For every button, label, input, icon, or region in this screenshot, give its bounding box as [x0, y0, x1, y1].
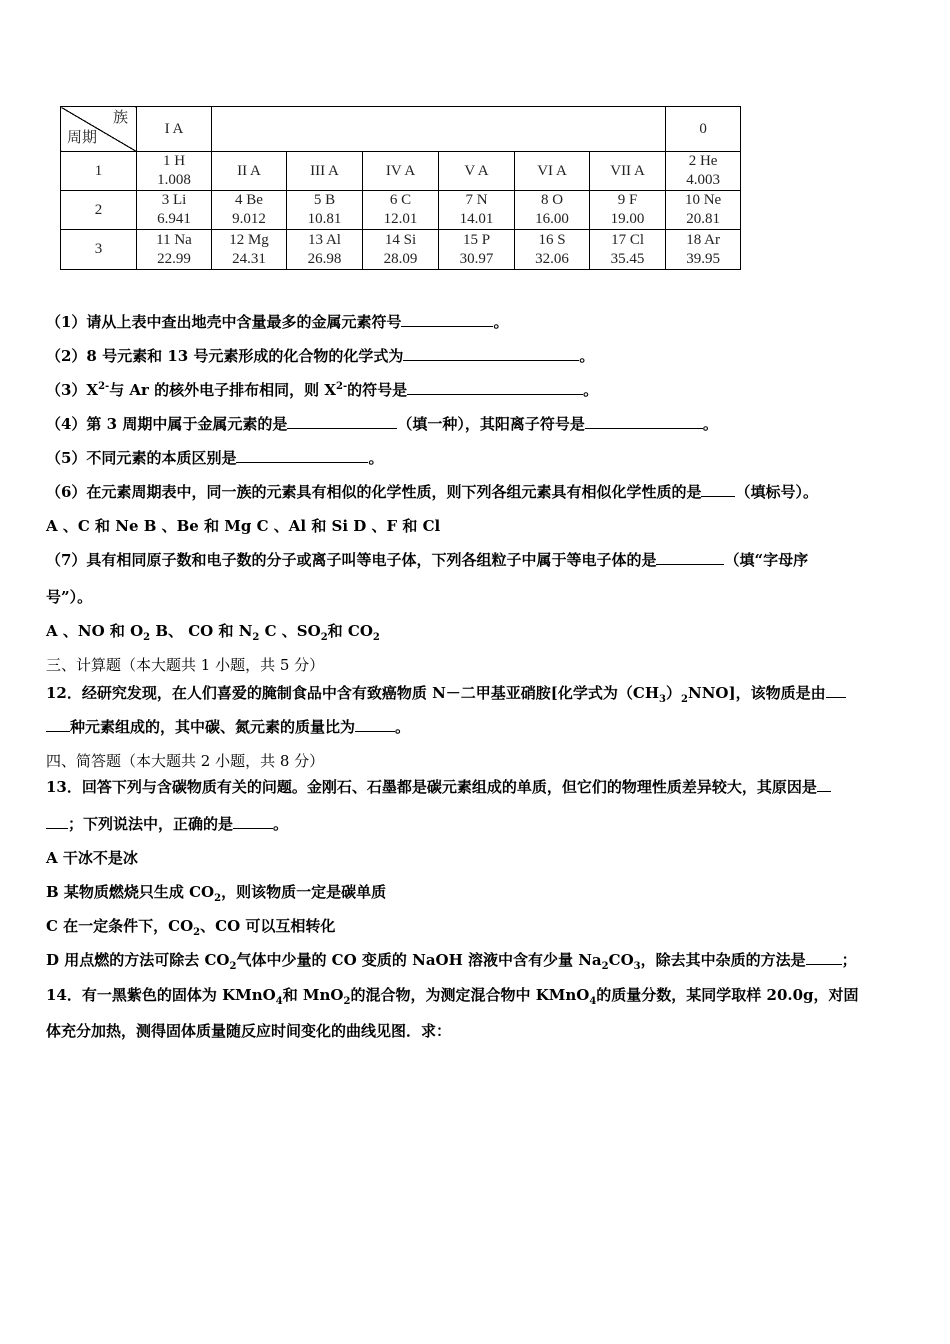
table-row	[61, 152, 741, 191]
element-cell: 11 Na 22.99	[137, 230, 212, 270]
header-1a: I A	[137, 107, 212, 152]
element-cell: 3 Li 6.941	[137, 191, 212, 230]
section-4-heading: 四、简答题（本大题共 2 小题，共 8 分）	[46, 752, 325, 770]
element-cell: 15 P 30.97	[439, 230, 515, 270]
element-cell: 5 B 10.81	[287, 191, 363, 230]
answer-blank[interactable]	[46, 814, 68, 829]
question-1: （1）请从上表中查出地壳中含量最多的金属元素符号 。	[46, 313, 509, 331]
period-label: 周期	[67, 130, 98, 146]
element-cell: 7 N 14.01	[439, 191, 515, 230]
question-2: （2）8 号元素和 13 号元素形成的化合物的化学式为 。	[46, 347, 595, 365]
question-6-options: A 、C 和 Ne B 、Be 和 Mg C 、Al 和 Si D 、F 和 Cl	[46, 517, 441, 535]
table-row	[61, 230, 741, 270]
element-cell: 9 F 19.00	[590, 191, 666, 230]
group-header: II A	[212, 152, 287, 191]
element-cell: 8 O 16.00	[515, 191, 590, 230]
question-7: （7）具有相同原子数和电子数的分子或离子叫等电子体，下列各组粒子中属于等电子体的是 （填“字母序	[46, 551, 809, 569]
answer-blank[interactable]	[355, 717, 395, 732]
answer-blank[interactable]	[407, 380, 583, 395]
question-12: 12．经研究发现，在人们喜爱的腌制食品中含有致癌物质 N－二甲基亚硝胺[化学式为$(CH_3)_2NNO$]，该物质是由	[46, 683, 846, 703]
group-header: VI A	[515, 152, 590, 191]
answer-blank[interactable]	[403, 346, 579, 361]
element-cell: 1 H 1.008	[137, 152, 212, 191]
answer-blank[interactable]	[656, 550, 724, 565]
group-label: 族	[112, 110, 128, 126]
element-cell: 16 S 32.06	[515, 230, 590, 270]
question-14: 14．有一黑紫色的固体为 KMnO$_4$和 MnO$_2$的混合物，为测定混合物中 KMnO$_4$的质量分数，某同学取样 20.0g，对固	[46, 986, 859, 1007]
group-header: VII A	[590, 152, 666, 191]
question-13-option-c: C 在一定条件下，$CO_2$、CO 可以互相转化	[46, 917, 336, 938]
table-row	[61, 191, 741, 230]
answer-blank[interactable]	[233, 814, 273, 829]
header-0: 0	[666, 107, 741, 152]
element-cell: 17 Cl 35.45	[590, 230, 666, 270]
group-header: IV A	[363, 152, 439, 191]
answer-blank[interactable]	[817, 777, 831, 792]
section-3-heading: 三、计算题（本大题共 1 小题，共 5 分）	[46, 656, 325, 674]
question-13-cont: ；下列说法中，正确的是 。	[46, 814, 288, 834]
answer-blank[interactable]	[287, 414, 397, 429]
question-7-options: A 、NO 和 $O_2$ B、 CO 和 $N_2$ C 、$SO_2$和 $CO_2$	[46, 622, 380, 643]
group-header: V A	[439, 152, 515, 191]
question-4: （4）第 3 周期中属于金属元素的是 （填一种），其阳离子符号是 。	[46, 415, 718, 433]
table-corner	[61, 107, 137, 152]
group-header: III A	[287, 152, 363, 191]
answer-blank[interactable]	[806, 950, 842, 965]
question-13-option-a: A 干冰不是冰	[46, 849, 138, 867]
question-13: 13．回答下列与含碳物质有关的问题。金刚石、石墨都是碳元素组成的单质，但它们的物理性质差异较大，其原因是	[46, 777, 831, 797]
answer-blank[interactable]	[701, 482, 735, 497]
element-cell: 12 Mg 24.31	[212, 230, 287, 270]
question-13-option-b: B 某物质燃烧只生成 $CO_2$，则该物质一定是碳单质	[46, 883, 387, 904]
answer-blank[interactable]	[585, 414, 703, 429]
answer-blank[interactable]	[401, 312, 493, 327]
question-3: $(3)X^{2-}$与 Ar 的核外电子排布相同，则 $X^{2-}$的符号是 。	[46, 381, 599, 399]
element-cell: 2 He 4.003	[666, 152, 741, 191]
element-cell: 10 Ne 20.81	[666, 191, 741, 230]
period-cell: 3	[61, 230, 137, 270]
question-14-cont: 体充分加热，测得固体质量随反应时间变化的曲线见图．求：	[46, 1022, 452, 1040]
answer-blank[interactable]	[46, 717, 70, 732]
question-7-cont: 号”）。	[46, 588, 93, 606]
periodic-table	[60, 106, 741, 270]
period-cell: 1	[61, 152, 137, 191]
answer-blank[interactable]	[826, 683, 846, 698]
question-5: （5）不同元素的本质区别是 。	[46, 449, 384, 467]
element-cell: 4 Be 9.012	[212, 191, 287, 230]
question-13-option-d: D 用点燃的方法可除去 $CO_2$气体中少量的 CO 变质的 NaOH 溶液中含有少量 $Na_2CO_3$，除去其中杂质的方法是 ；	[46, 951, 857, 972]
question-6: （6）在元素周期表中，同一族的元素具有相似的化学性质，则下列各组元素具有相似化学性质的是 （填标号）。	[46, 483, 818, 501]
period-cell: 2	[61, 191, 137, 230]
question-12-cont: 种元素组成的，其中碳、氮元素的质量比为 。	[46, 717, 410, 737]
header-blank	[212, 107, 666, 152]
element-cell: 13 Al 26.98	[287, 230, 363, 270]
answer-blank[interactable]	[236, 448, 368, 463]
element-cell: 18 Ar 39.95	[666, 230, 741, 270]
element-cell: 6 C 12.01	[363, 191, 439, 230]
element-cell: 14 Si 28.09	[363, 230, 439, 270]
